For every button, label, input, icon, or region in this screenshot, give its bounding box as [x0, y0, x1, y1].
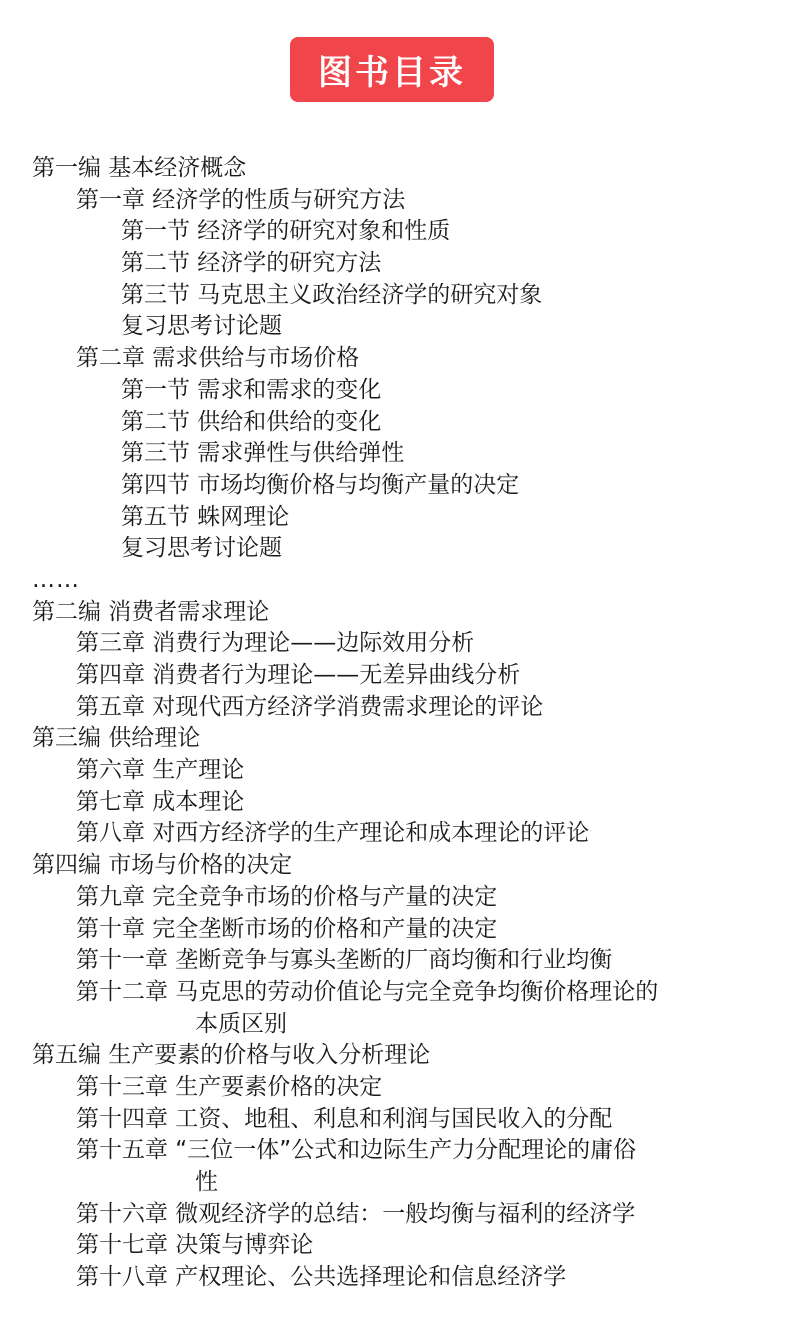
toc-part: 第三编 供给理论	[32, 725, 201, 752]
toc-chapter-continuation: 本质区别	[195, 1010, 287, 1037]
toc-section: 第一节 需求和需求的变化	[121, 376, 382, 403]
table-of-contents	[0, 153, 790, 1294]
toc-chapter: 第十一章 垄断竞争与寡头垄断的厂商均衡和行业均衡	[76, 947, 613, 974]
toc-chapter: 第七章 成本理论	[76, 788, 245, 815]
toc-chapter: 第九章 完全竞争市场的价格与产量的决定	[76, 883, 498, 910]
toc-section: 第四节 市场均衡价格与均衡产量的决定	[121, 471, 520, 498]
toc-chapter: 第十二章 马克思的劳动价值论与完全竞争均衡价格理论的	[76, 978, 659, 1005]
toc-section: 第三节 需求弹性与供给弹性	[121, 440, 405, 467]
toc-chapter: 第八章 对西方经济学的生产理论和成本理论的评论	[76, 820, 590, 847]
toc-part: 第四编 市场与价格的决定	[32, 852, 293, 879]
toc-title-badge: 图书目录	[290, 37, 494, 102]
toc-section: 第二节 经济学的研究方法	[121, 250, 382, 277]
toc-part: 第五编 生产要素的价格与收入分析理论	[32, 1042, 431, 1069]
toc-chapter: 第十五章 “三位一体”公式和边际生产力分配理论的庸俗	[76, 1137, 637, 1164]
toc-chapter: 第十章 完全垄断市场的价格和产量的决定	[76, 915, 498, 942]
toc-section: 第一节 经济学的研究对象和性质	[121, 218, 451, 245]
toc-part: 第一编 基本经济概念	[32, 155, 247, 181]
toc-chapter: 第六章 生产理论	[76, 757, 245, 784]
toc-chapter-continuation: 性	[195, 1169, 218, 1195]
toc-section: 第五节 蛛网理论	[121, 503, 290, 530]
toc-part: 第二编 消费者需求理论	[32, 598, 270, 625]
toc-chapter: 第十六章 微观经济学的总结：一般均衡与福利的经济学	[76, 1200, 636, 1227]
toc-section: 第三节 马克思主义政治经济学的研究对象	[121, 281, 543, 308]
toc-chapter: 第四章 消费者行为理论——无差异曲线分析	[76, 662, 521, 688]
toc-chapter: 第二章 需求供给与市场价格	[76, 345, 360, 372]
toc-chapter: 第十四章 工资、地租、利息和利润与国民收入的分配	[76, 1105, 613, 1132]
toc-section: 第二节 供给和供给的变化	[121, 408, 382, 435]
toc-chapter: 第十三章 生产要素价格的决定	[76, 1073, 383, 1100]
toc-ellipsis: ……	[32, 566, 80, 593]
toc-chapter: 第十八章 产权理论、公共选择理论和信息经济学	[76, 1264, 567, 1291]
toc-chapter: 第一章 经济学的性质与研究方法	[76, 186, 406, 213]
toc-section: 复习思考讨论题	[121, 313, 282, 340]
toc-section: 复习思考讨论题	[121, 535, 282, 562]
toc-chapter: 第五章 对现代西方经济学消费需求理论的评论	[76, 693, 544, 720]
toc-chapter: 第十七章 决策与博弈论	[76, 1232, 314, 1259]
toc-chapter: 第三章 消费行为理论——边际效用分析	[76, 630, 475, 657]
